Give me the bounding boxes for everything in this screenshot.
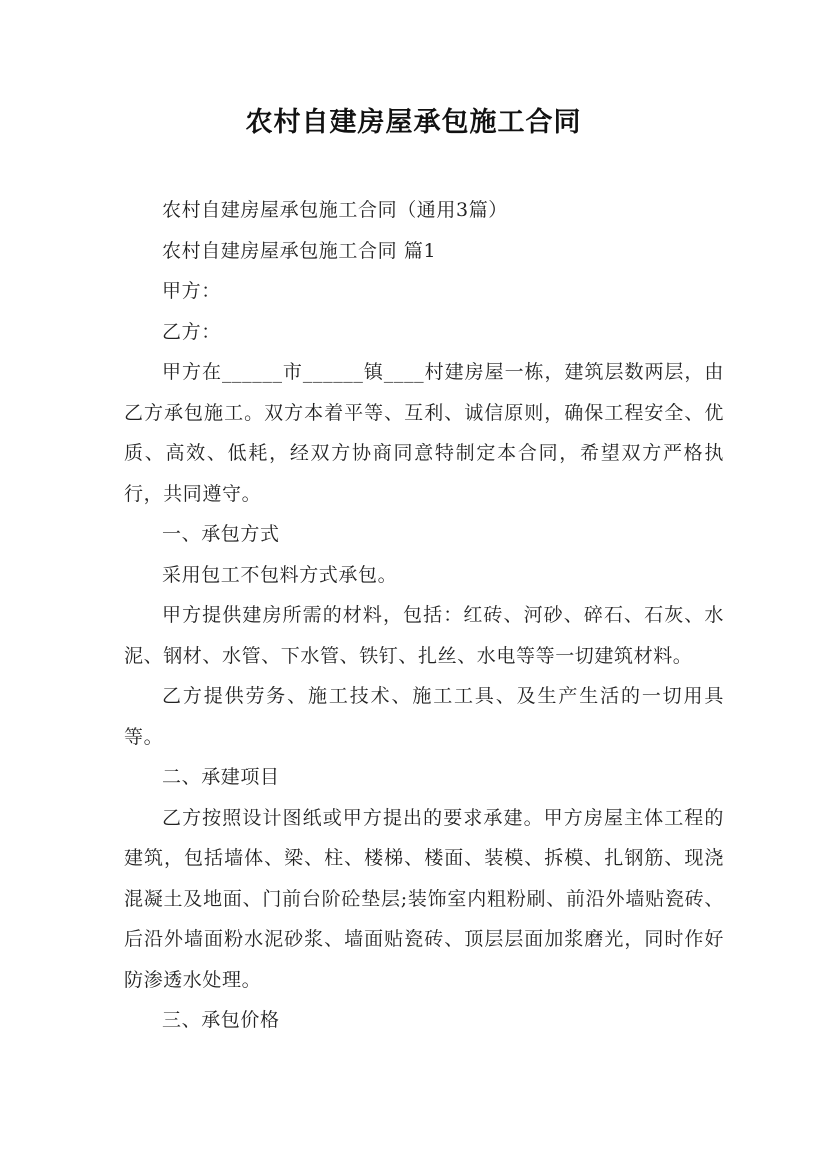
section-heading-3: 三、承包价格 [162, 1009, 280, 1031]
section-heading-1: 一、承包方式 [162, 523, 280, 545]
contract-heading: 农村自建房屋承包施工合同 篇1 [162, 239, 437, 262]
party-a-line: 甲方： [162, 280, 221, 302]
section-1-labor-paragraph: 乙方提供劳务、施工技术、施工工具、及生产生活的一切用具等。 [124, 685, 724, 748]
party-b-line: 乙方： [162, 320, 221, 343]
section-1-materials-paragraph: 甲方提供建房所需的材料，包括：红砖、河砂、碎石、石灰、水泥、钢材、水管、下水管、铁钉、扎丝、水电等等一切建筑材料。 [124, 604, 724, 667]
preamble-paragraph: 甲方在______市______镇____村建房屋一栋，建筑层数两层，由乙方承包施工。双方本着平等、互利、诚信原则，确保工程安全、优质、高效、低耗，经双方协商同意特制定本合同，希望双方严格执行，共同遵守。 [124, 361, 724, 505]
section-1-paragraph: 采用包工不包料方式承包。 [162, 563, 398, 586]
section-heading-2: 二、承建项目 [162, 766, 280, 788]
document-title: 农村自建房屋承包施工合同 [245, 107, 582, 138]
document-subtitle: 农村自建房屋承包施工合同（通用3篇） [162, 199, 508, 221]
document-body [124, 190, 724, 1041]
section-2-paragraph: 乙方按照设计图纸或甲方提出的要求承建。甲方房屋主体工程的建筑，包括墙体、梁、柱、楼梯、楼面、装模、拆模、扎钢筋、现浇混凝土及地面、门前台阶砼垫层;装饰室内粗粉刷、前沿外墙贴瓷砖、后沿外墙面粉水泥砂浆、墙面贴瓷砖、顶层层面加浆磨光，同时作好防渗透水处理。 [124, 806, 724, 991]
